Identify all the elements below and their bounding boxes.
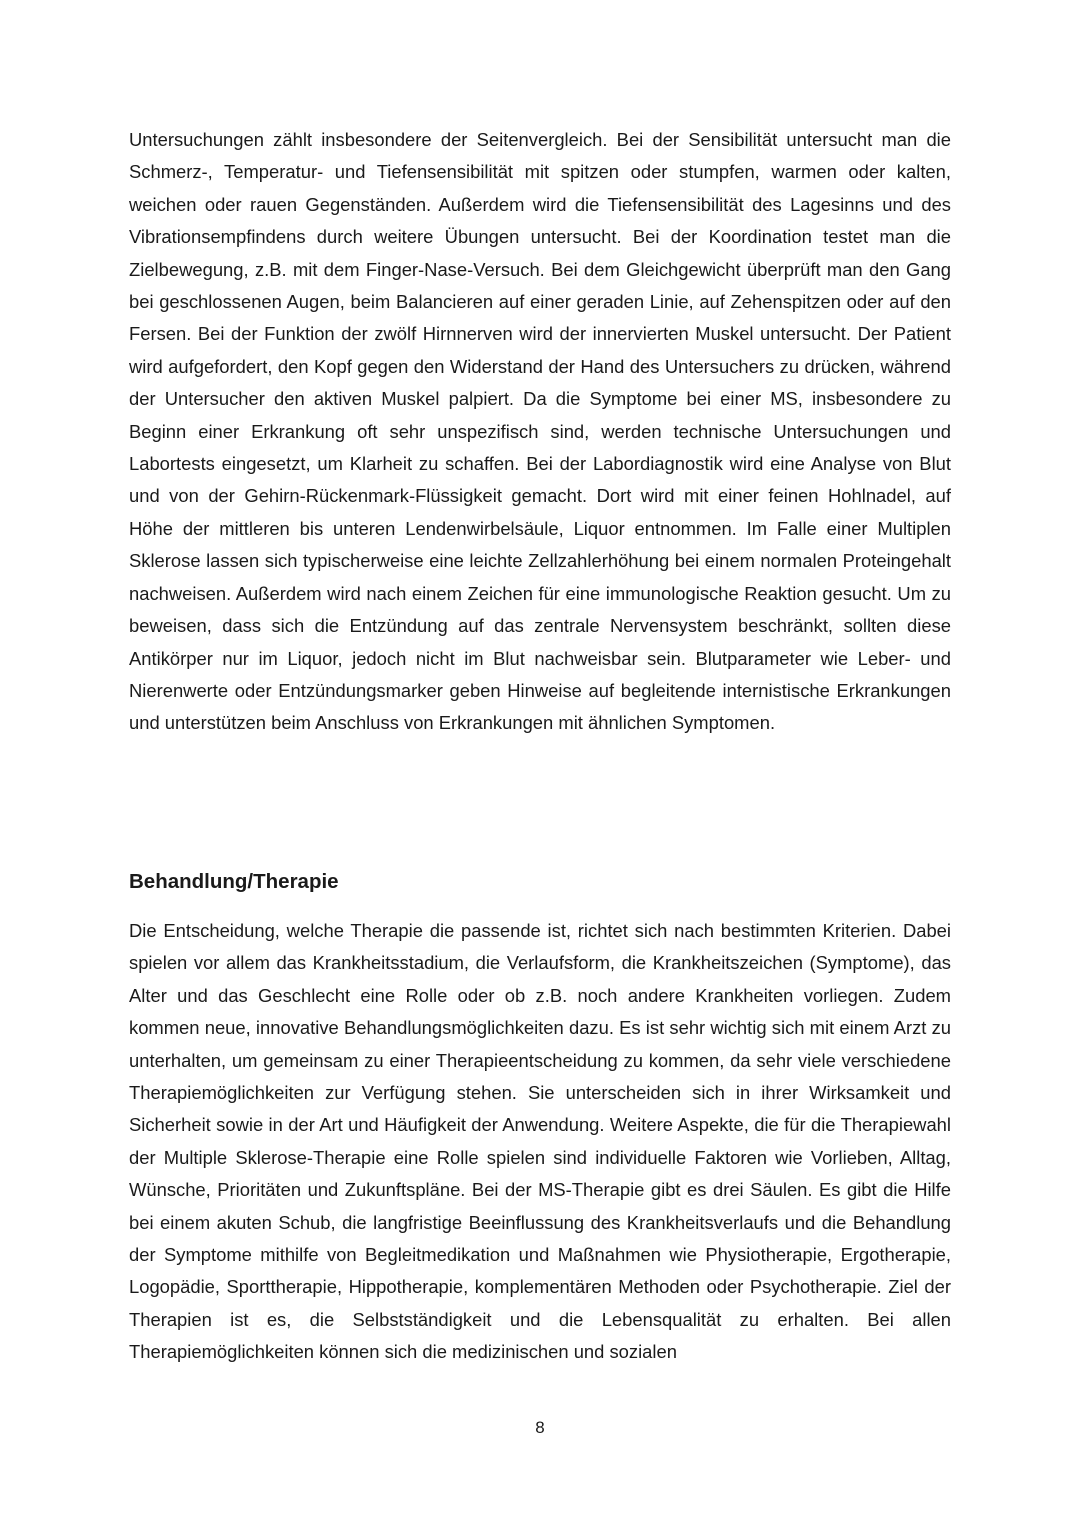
page-number: 8: [535, 1418, 545, 1437]
body-text-block-2: [129, 915, 951, 1369]
paragraph-diagnostics: Untersuchungen zählt insbesondere der Seitenvergleich. Bei der Sensibilität untersucht man die Schmerz-, Temperatur- und Tiefensensibilität mit spitzen oder stumpfen, warmen oder kalten, weichen oder rauen Gegenständen. Außerdem wird die Tiefensensibilität des Lagesinns und des Vibrationsempfindens durch weitere Übungen untersucht. Bei der Koordination testet man die Zielbewegung, z.B. mit dem Finger-Nase-Versuch. Bei dem Gleichgewicht überprüft man den Gang bei geschlossenen Augen, beim Balancieren auf einer geraden Linie, auf Zehenspitzen oder auf den Fersen. Bei der Funktion der zwölf Hirnnerven wird der innervierten Muskel untersucht. Der Patient wird aufgefordert, den Kopf gegen den Widerstand der Hand des Untersuchers zu drücken, während der Untersucher den aktiven Muskel palpiert. Da die Symptome bei einer MS, insbesondere zu Beginn einer Erkrankung oft sehr unspezifisch sind, werden technische Untersuchungen und Labortests eingesetzt, um Klarheit zu schaffen. Bei der Labordiagnostik wird eine Analyse von Blut und von der Gehirn-Rückenmark-Flüssigkeit gemacht. Dort wird mit einer feinen Hohlnadel, auf Höhe der mittleren bis unteren Lendenwirbelsäule, Liquor entnommen. Im Falle einer Multiplen Sklerose lassen sich typischerweise eine leichte Zellzahlerhöhung bei einem normalen Proteingehalt nachweisen. Außerdem wird nach einem Zeichen für eine immunologische Reaktion gesucht. Um zu beweisen, dass sich die Entzündung auf das zentrale Nervensystem beschränkt, sollten diese Antikörper nur im Liquor, jedoch nicht im Blut nachweisbar sein. Blutparameter wie Leber- und Nierenwerte oder Entzündungsmarker geben Hinweise auf begleitende internistische Erkrankungen und unterstützen beim Anschluss von Erkrankungen mit ähnlichen Symptomen.: [129, 129, 951, 734]
body-text-block-1: [129, 124, 951, 740]
paragraph-therapy: Die Entscheidung, welche Therapie die passende ist, richtet sich nach bestimmten Kriterien. Dabei spielen vor allem das Krankheitsstadium, die Verlaufsform, die Krankheitszeichen (Symptome), das Alter und das Geschlecht eine Rolle oder ob z.B. noch andere Krankheiten vorliegen. Zudem kommen neue, innovative Behandlungsmöglichkeiten dazu. Es ist sehr wichtig sich mit einem Arzt zu unterhalten, um gemeinsam zu einer Therapieentscheidung zu kommen, da sehr viele verschiedene Therapiemöglichkeiten zur Verfügung stehen. Sie unterscheiden sich in ihrer Wirksamkeit und Sicherheit sowie in der Art und Häufigkeit der Anwendung. Weitere Aspekte, die für die Therapiewahl der Multiple Sklerose-Therapie eine Rolle spielen sind individuelle Faktoren wie Vorlieben, Alltag, Wünsche, Prioritäten und Zukunftspläne. Bei der MS-Therapie gibt es drei Säulen. Es gibt die Hilfe bei einem akuten Schub, die langfristige Beeinflussung des Krankheitsverlaufs und die Behandlung der Symptome mithilfe von Begleitmedikation und Maßnahmen wie Physiotherapie, Ergotherapie, Logopädie, Sporttherapie, Hippotherapie, komplementären Methoden oder Psychotherapie. Ziel der Therapien ist es, die Selbstständigkeit und die Lebensqualität zu erhalten. Bei allen Therapiemöglichkeiten können sich die medizinischen und sozialen: [129, 920, 951, 1363]
section-heading-therapy: Behandlung/Therapie: [129, 870, 339, 893]
